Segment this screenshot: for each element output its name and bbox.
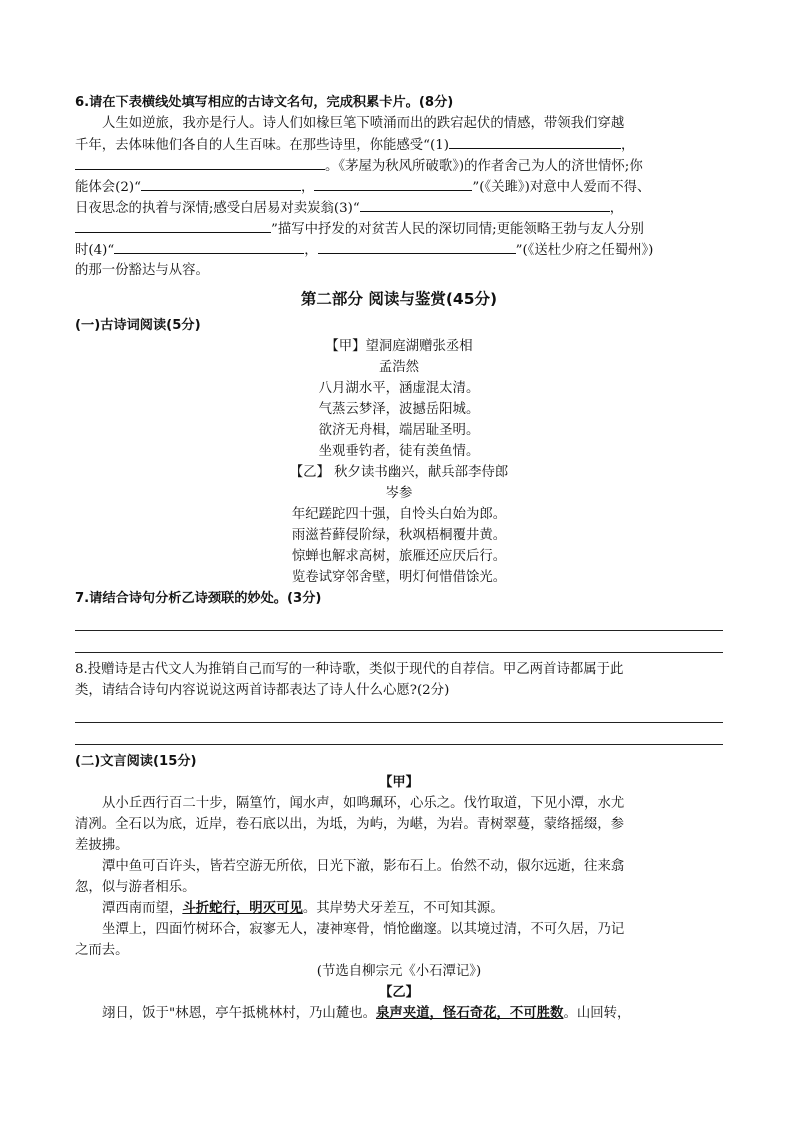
poem-b (75, 462, 723, 588)
poem-a-line: 气蒸云梦泽，波撼岳阳城。 (318, 402, 480, 417)
poem-a (75, 336, 723, 462)
poem-a-title: 【甲】望洞庭湖赠张丞相 (325, 339, 473, 354)
q8-answer-line[interactable] (75, 701, 723, 723)
q7-answer-line[interactable] (75, 631, 723, 653)
prose-a-line: 潭中鱼可百许头，皆若空游无所依，日光下澈，影布石上。佁然不动，俶尔远逝，往来翕 (102, 859, 625, 874)
poem-a-line: 八月湖水平，涵虚混太清。 (318, 381, 480, 396)
q6-line-7: 时(4)“ ， ”(《送杜少府之任蜀州》) (75, 239, 723, 260)
q6-line-3: 。《茅屋为秋风所破歌》)的作者舍己为人的济世情怀;你 (75, 155, 723, 176)
q6-title: 6.请在下表横线处填写相应的古诗文名句，完成积累卡片。(8分) (75, 95, 454, 110)
prose-a-line: 坐潭上，四面竹树环合，寂寥无人，凄神寒骨，悄怆幽邃。以其境过清，不可久居，乃记 (102, 922, 625, 937)
poem-b-line: 年纪蹉跎四十强，自怜头白始为郎。 (291, 507, 507, 522)
prose-a-line: 从小丘西行百二十步，隔篁竹，闻水声，如鸣珮环，心乐之。伐竹取道，下见小潭，水尤 (102, 796, 625, 811)
prose-a-line: 忽，似与游者相乐。 (75, 880, 196, 895)
q6-blank-4b[interactable] (318, 239, 516, 254)
poem-a-line: 坐观垂钓者，徒有羡鱼情。 (318, 444, 480, 459)
poem-b-line: 惊蝉也解求高树，旅雁还应厌后行。 (291, 549, 507, 564)
q6-blank-3b[interactable] (75, 218, 271, 233)
poem-b-line: 雨滋苔藓侵阶绿，秋飒梧桐覆井黄。 (291, 528, 507, 543)
q6-line-6: ”描写中抒发的对贫苦人民的深切同情;更能领略王勃与友人分别 (75, 218, 723, 239)
prose-a-label: 【甲】 (379, 775, 419, 790)
poem-b-line: 览卷试穿邻舍壁，明灯何惜借馀光。 (291, 570, 507, 585)
poem-b-author: 岑参 (385, 486, 413, 501)
q6-blank-4a[interactable] (114, 239, 304, 254)
q6-blank-1a[interactable] (449, 134, 621, 149)
prose-a-line: 差披拂。 (75, 838, 129, 853)
q6-line-4: 能体会(2)“ ， ”(《关雎》)对意中人爱而不得、 (75, 176, 723, 197)
poem-a-author: 孟浩然 (378, 360, 420, 375)
poem-a-line: 欲济无舟楫，端居耻圣明。 (318, 423, 480, 438)
prose-b-line: 翊日，饭于"林恩，亭午抵桃林村，乃山麓也。泉声夹道，怪石奇花，不可胜数。山回转， (102, 1005, 631, 1021)
q6-line-2: 千年，去体味他们各自的人生百味。在那些诗里，你能感受“(1) ， (75, 134, 723, 155)
prose-b-label: 【乙】 (379, 985, 419, 1000)
q6-blank-2b[interactable] (314, 176, 472, 191)
section-1-title: (一)古诗词阅读(5分) (75, 318, 201, 333)
q6-line-5: 日夜思念的执着与深情;感受白居易对卖炭翁(3)“ ， (75, 197, 723, 218)
underlined-sentence: 泉声夹道，怪石奇花，不可胜数 (375, 1005, 564, 1021)
q6-blank-2a[interactable] (141, 176, 301, 191)
poem-b-title: 【乙】 秋夕读书幽兴，献兵部李侍郎 (289, 465, 509, 480)
q8-line-1: 8.投赠诗是古代文人为推销自己而写的一种诗歌，类似于现代的自荐信。甲乙两首诗都属于此 (75, 662, 624, 677)
q6-blank-3a[interactable] (360, 197, 610, 212)
q8-answer-line[interactable] (75, 723, 723, 745)
prose-a-line: 潭西南而望，斗折蛇行，明灭可见。其岸势犬牙差互，不可知其源。 (102, 900, 504, 916)
q7-title: 7.请结合诗句分析乙诗颈联的妙处。(3分) (75, 591, 322, 606)
q8-line-2: 类，请结合诗句内容说说这两首诗都表达了诗人什么心愿?(2分) (75, 683, 450, 698)
q6-blank-1b[interactable] (75, 155, 325, 170)
q7-answer-line[interactable] (75, 609, 723, 631)
part-2-title: 第二部分 阅读与鉴赏(45分) (300, 290, 498, 308)
underlined-sentence: 斗折蛇行，明灭可见 (182, 900, 303, 916)
prose-a-line: 清冽。全石以为底，近岸，卷石底以出，为坻，为屿，为嵁，为岩。青树翠蔓，蒙络摇缀，参 (75, 817, 625, 832)
prose-a-line: 之而去。 (75, 943, 129, 958)
q6-line-1: 人生如逆旅，我亦是行人。诗人们如椽巨笔下喷涌而出的跌宕起伏的情感，带领我们穿越 (102, 116, 625, 131)
exam-page (75, 92, 723, 1024)
q6-line-8: 的那一份豁达与从容。 (75, 263, 209, 278)
section-2-title: (二)文言阅读(15分) (75, 754, 197, 769)
prose-a-source: (节选自柳宗元《小石潭记》) (316, 964, 482, 979)
